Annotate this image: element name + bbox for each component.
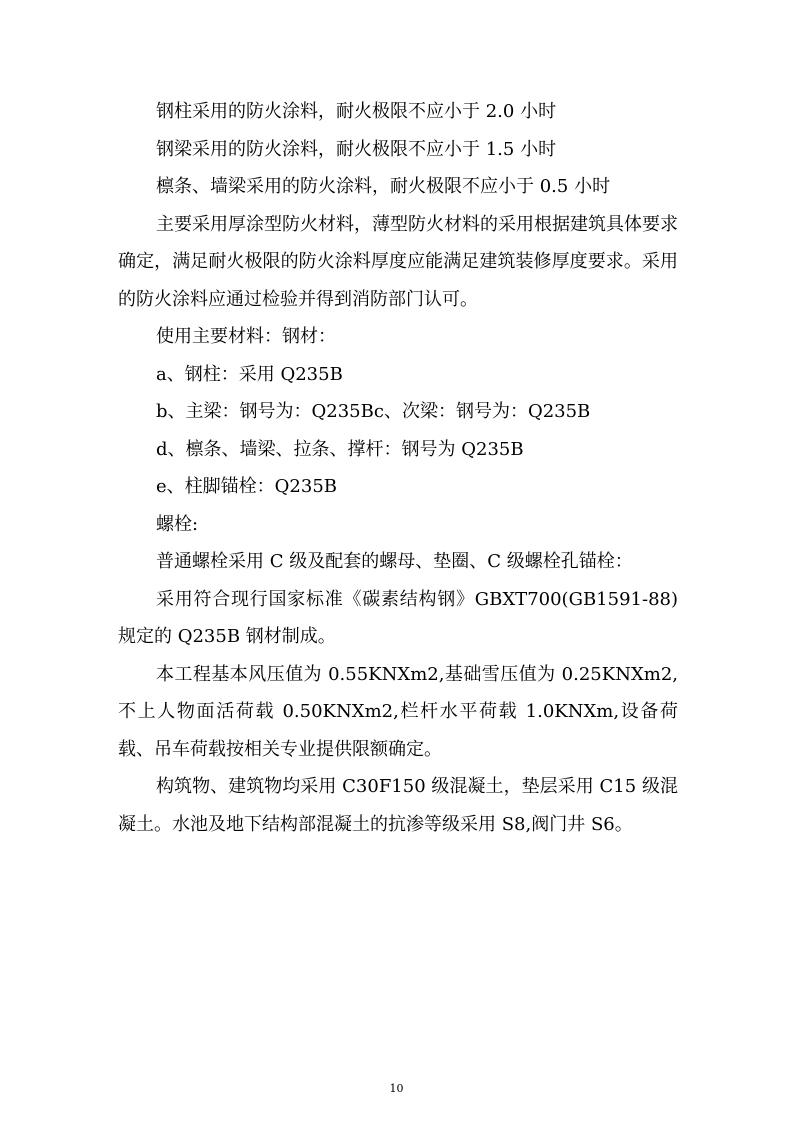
paragraph-loads: 本工程基本风压值为 0.55KNXm2,基础雪压值为 0.25KNXm2,不上人物面活荷载 0.50KNXm2,栏杆水平荷载 1.0KNXm,设备荷载、吊车荷载按相关专业提供限额确定。 [118,663,678,760]
paragraph-purlin-fire-rating: 檩条、墙梁采用的防火涂料，耐火极限不应小于 0.5 小时 [156,176,611,197]
list-item-beams: b、主梁：钢号为：Q235Bc、次梁：钢号为：Q235B [156,401,591,422]
paragraph-steel-column-fire-rating: 钢柱采用的防火涂料，耐火极限不应小于 2.0 小时 [156,101,557,122]
paragraph-ordinary-bolts: 普通螺栓采用 C 级及配套的螺母、垫圈、C 级螺栓孔锚栓： [156,551,633,572]
list-item-anchor-bolts: e、柱脚锚栓：Q235B [156,476,337,497]
paragraph-steel-standard: 采用符合现行国家标准《碳素结构钢》GBXT700(GB1591-88)规定的 Q235B 钢材制成。 [118,588,678,647]
page-number: 10 [389,1082,404,1095]
body-text [118,93,678,843]
paragraph-main-materials: 使用主要材料：钢材： [156,326,336,347]
paragraph-steel-beam-fire-rating: 钢梁采用的防火涂料，耐火极限不应小于 1.5 小时 [156,138,557,160]
list-item-purlins: d、檩条、墙梁、拉条、撑杆：钢号为 Q235B [156,438,524,460]
list-item-steel-column: a、钢柱：采用 Q235B [156,363,343,385]
paragraph-concrete: 构筑物、建筑物均采用 C30F150 级混凝土，垫层采用 C15 级混凝土。水池及地下结构部混凝土的抗渗等级采用 S8,阀门井 S6。 [118,776,678,835]
heading-bolts: 螺栓: [156,513,199,535]
paragraph-fireproof-coating: 主要采用厚涂型防火材料，薄型防火材料的采用根据建筑具体要求确定，满足耐火极限的防火涂料厚度应能满足建筑装修厚度要求。采用的防火涂料应通过检验并得到消防部门认可。 [118,213,678,310]
